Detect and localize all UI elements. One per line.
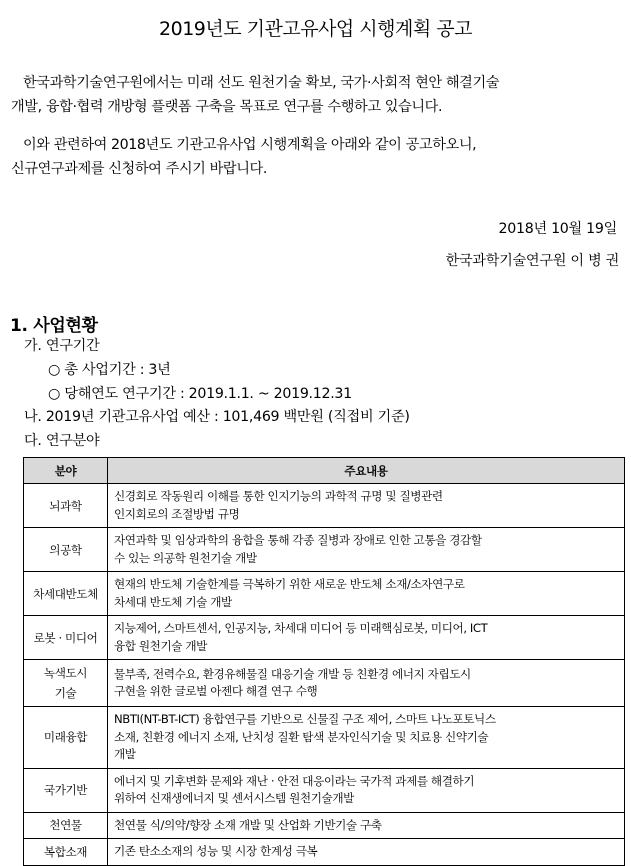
- content-line: 위하여 신재생에너지 및 센서시스템 원천기술개발: [114, 791, 354, 805]
- field-cell: [24, 660, 108, 707]
- content-line: 천연물 식/의약/향장 소재 개발 및 산업화 기반기술 구축: [114, 817, 382, 832]
- ga-item-2: ○ 당해연도 연구기간 : 2019.1.1. ~ 2019.12.31: [48, 386, 352, 402]
- content-line: 차세대 반도체 기술 개발: [114, 594, 232, 609]
- field-cell: 천연물: [24, 812, 108, 839]
- table-row: [24, 839, 625, 866]
- content-line: 신경회로 작동원리 이해를 통한 인지기능의 과학적 규명 및 질병관련: [114, 489, 443, 503]
- field-cell: 복합소재: [24, 839, 108, 866]
- content-cell: [108, 839, 625, 866]
- content-cell: [108, 707, 625, 769]
- field-cell: 로봇 · 미디어: [24, 616, 108, 660]
- content-line: 현재의 반도체 기술한계를 극복하기 위한 새로운 반도체 소재/소자연구로: [114, 577, 465, 591]
- intro-p1-line1: 한국과학기술연구원에서는 미래 선도 원천기술 확보, 국가·사회적 현안 해결기술: [23, 75, 500, 91]
- content-line: 소재, 친환경 에너지 소재, 난치성 질환 탐색 분자인식기술 및 치료용 신약기술: [114, 729, 489, 744]
- field-line: 녹색도시: [43, 666, 88, 680]
- content-cell: [108, 812, 625, 839]
- intro-p1-line2: 개발, 융합·협력 개방형 플랫폼 구축을 목표로 연구를 수행하고 있습니다.: [11, 99, 443, 115]
- table-row: [24, 484, 625, 528]
- signature-line: 한국과학기술연구원 이 병 권: [445, 253, 619, 269]
- field-line: 기술: [54, 686, 77, 700]
- field-cell: 미래융합: [24, 707, 108, 769]
- table-row: [24, 812, 625, 839]
- intro-p2-line2: 신규연구과제를 신청하여 주시기 바랍니다.: [11, 161, 267, 177]
- field-cell: 의공학: [24, 528, 108, 572]
- content-line: 자연과학 및 임상과학의 융합을 통해 각종 질병과 장애로 인한 고통을 경감할: [114, 533, 482, 547]
- table-row: [24, 616, 625, 660]
- table-row: [24, 528, 625, 572]
- table-row: [24, 572, 625, 616]
- content-cell: [108, 528, 625, 572]
- page-title: 2019년도 기관고유사업 시행계획 공고: [159, 18, 472, 40]
- content-line: 물부족, 전력수요, 환경유해물질 대응기술 개발 등 친환경 에너지 자립도시: [114, 666, 471, 681]
- content-line: 지능제어, 스마트센서, 인공지능, 차세대 미디어 등 미래핵심로봇, 미디어, ICT: [114, 621, 488, 635]
- content-line: 인지회로의 조절방법 규명: [114, 506, 240, 521]
- content-line: 수 있는 의공학 원천기술 개발: [114, 550, 257, 565]
- section-1-heading: 1. 사업현황: [10, 316, 98, 336]
- table-row: [24, 707, 625, 769]
- header-content: 주요내용: [108, 458, 625, 484]
- announcement-date: 2018년 10월 19일: [498, 221, 617, 237]
- content-cell: [108, 768, 625, 812]
- intro-p2-line1: 이와 관련하여 2018년도 기관고유사업 시행계획을 아래와 같이 공고하오니,: [23, 137, 477, 153]
- content-line: 개발: [114, 747, 136, 761]
- subsection-na: 나. 2019년 기관고유사업 예산 : 101,469 백만원 (직접비 기준): [24, 409, 410, 425]
- content-line: 구현을 위한 글로벌 아젠다 해결 연구 수행: [114, 684, 318, 698]
- content-cell: [108, 572, 625, 616]
- intro-paragraph-1: [11, 71, 621, 119]
- intro-paragraph-2: [11, 133, 621, 181]
- field-cell: 뇌과학: [24, 484, 108, 528]
- content-line: 에너지 및 기후변화 문제와 재난 · 안전 대응이라는 국가적 과제를 해결하기: [114, 773, 475, 788]
- content-cell: [108, 484, 625, 528]
- field-cell: 국가기반: [24, 768, 108, 812]
- table-row: [24, 660, 625, 707]
- field-cell: 차세대반도체: [24, 572, 108, 616]
- table-header-row: [24, 458, 625, 484]
- content-line: NBTI(NT-BT-ICT) 융합연구를 기반으로 신물질 구조 제어, 스마트 나노포토닉스: [114, 712, 496, 726]
- content-cell: [108, 660, 625, 707]
- table-row: [24, 768, 625, 812]
- ga-item-1: ○ 총 사업기간 : 3년: [48, 362, 171, 378]
- content-line: 기존 탄소소재의 성능 및 시장 한계성 극복: [114, 844, 318, 858]
- subsection-da: 다. 연구분야: [24, 433, 100, 449]
- content-line: 융합 원천기술 개발: [114, 638, 207, 653]
- header-field: 분야: [24, 458, 108, 484]
- research-fields-table: [23, 457, 625, 866]
- content-cell: [108, 616, 625, 660]
- subsection-ga: 가. 연구기간: [24, 338, 100, 354]
